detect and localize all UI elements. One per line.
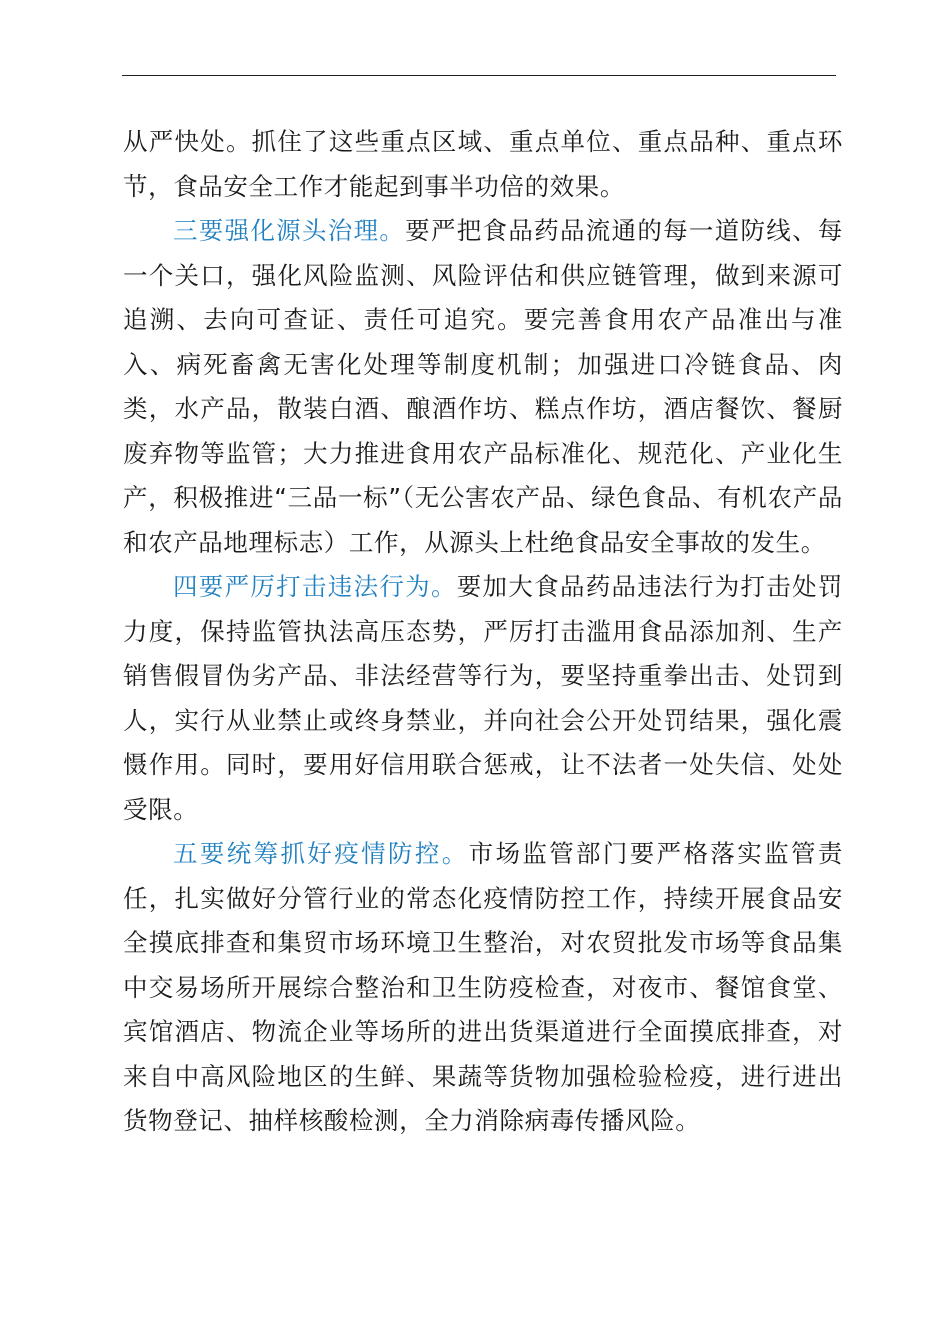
paragraph-section-five bbox=[123, 832, 843, 1144]
paragraph-body: 市场监管部门要严格落实监管责任，扎实做好分管行业的常态化疫情防控工作，持续开展食品安全摸底排查和集贸市场环境卫生整治，对农贸批发市场等食品集中交易场所开展综合整治和卫生防疫检查，对夜市、餐馆食堂、宾馆酒店、物流企业等场所的进出货渠道进行全面摸底排查，对来自中高风险地区的生鲜、果蔬等货物加强检验检疫，进行进出货物登记、抽样核酸检测，全力消除病毒传播风险。 bbox=[123, 839, 843, 1135]
section-heading: 四要严厉打击违法行为。 bbox=[173, 572, 457, 601]
paragraph-section-three bbox=[123, 209, 843, 565]
document-body bbox=[123, 120, 843, 1144]
paragraph-continuation bbox=[123, 120, 843, 209]
paragraph-section-four bbox=[123, 565, 843, 832]
header-rule bbox=[122, 75, 836, 76]
section-heading: 三要强化源头治理。 bbox=[173, 216, 406, 245]
paragraph-body: 从严快处。抓住了这些重点区域、重点单位、重点品种、重点环节，食品安全工作才能起到事半功倍的效果。 bbox=[123, 127, 843, 201]
paragraph-body: 要加大食品药品违法行为打击处罚力度，保持监管执法高压态势，严厉打击滥用食品添加剂、生产销售假冒伪劣产品、非法经营等行为，要坚持重拳出击、处罚到人，实行从业禁止或终身禁业，并向社会公开处罚结果，强化震慑作用。同时，要用好信用联合惩戒，让不法者一处失信、处处受限。 bbox=[123, 572, 844, 824]
paragraph-body: 要严把食品药品流通的每一道防线、每一个关口，强化风险监测、风险评估和供应链管理，做到来源可追溯、去向可查证、责任可追究。要完善食用农产品准出与准入、病死畜禽无害化处理等制度机制；加强进口冷链食品、肉类，水产品，散装白酒、酿酒作坊、糕点作坊，酒店餐饮、餐厨废弃物等监管；大力推进食用农产品标准化、规范化、产业化生产，积极推进“三品一标”（无公害农产品、绿色食品、有机农产品和农产品地理标志）工作，从源头上杜绝食品安全事故的发生。 bbox=[123, 216, 843, 557]
section-heading: 五要统筹抓好疫情防控。 bbox=[173, 839, 469, 868]
